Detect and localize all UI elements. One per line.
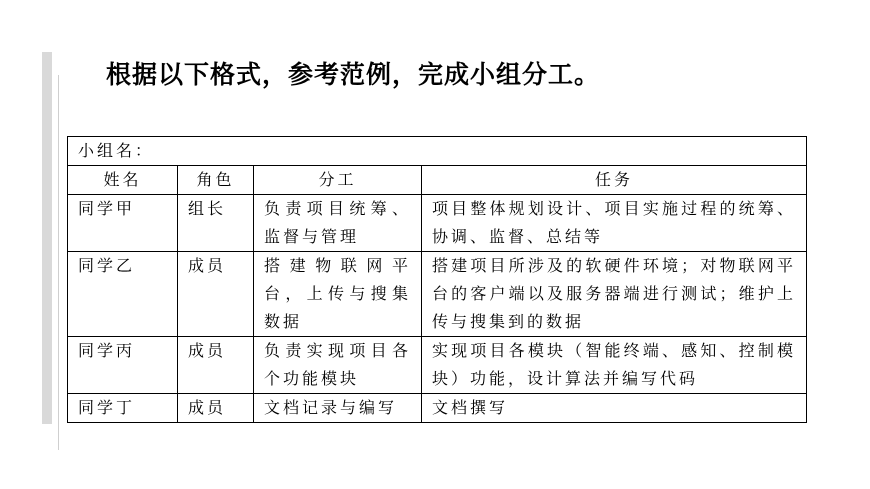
cell-name: 同学丁 <box>68 394 178 423</box>
cell-name: 同学丙 <box>68 337 178 394</box>
cell-division: 负责实现项目各个功能模块 <box>254 337 422 394</box>
left-accent-bar <box>42 52 52 424</box>
cell-division: 文档记录与编写 <box>254 394 422 423</box>
table-row <box>68 337 807 394</box>
cell-role: 成员 <box>178 337 254 394</box>
cell-task: 实现项目各模块（智能终端、感知、控制模块）功能，设计算法并编写代码 <box>422 337 807 394</box>
group-name-row <box>68 137 807 166</box>
left-divider-line <box>58 75 59 450</box>
header-name: 姓名 <box>68 166 178 195</box>
table-row <box>68 394 807 423</box>
cell-name: 同学乙 <box>68 252 178 337</box>
cell-name: 同学甲 <box>68 195 178 252</box>
header-row <box>68 166 807 195</box>
group-division-table <box>67 136 807 423</box>
cell-role: 成员 <box>178 394 254 423</box>
cell-task: 文档撰写 <box>422 394 807 423</box>
cell-role: 组长 <box>178 195 254 252</box>
cell-role: 成员 <box>178 252 254 337</box>
table-row <box>68 252 807 337</box>
cell-task: 项目整体规划设计、项目实施过程的统筹、协调、监督、总结等 <box>422 195 807 252</box>
header-task: 任务 <box>422 166 807 195</box>
instruction-heading: 根据以下格式，参考范例，完成小组分工。 <box>106 60 601 89</box>
header-role: 角色 <box>178 166 254 195</box>
cell-task: 搭建项目所涉及的软硬件环境；对物联网平台的客户端以及服务器端进行测试；维护上传与搜集到的数据 <box>422 252 807 337</box>
cell-division: 搭建物联网平台，上传与搜集数据 <box>254 252 422 337</box>
cell-division: 负责项目统筹、监督与管理 <box>254 195 422 252</box>
header-division: 分工 <box>254 166 422 195</box>
table-row <box>68 195 807 252</box>
group-name-label: 小组名： <box>68 137 807 166</box>
